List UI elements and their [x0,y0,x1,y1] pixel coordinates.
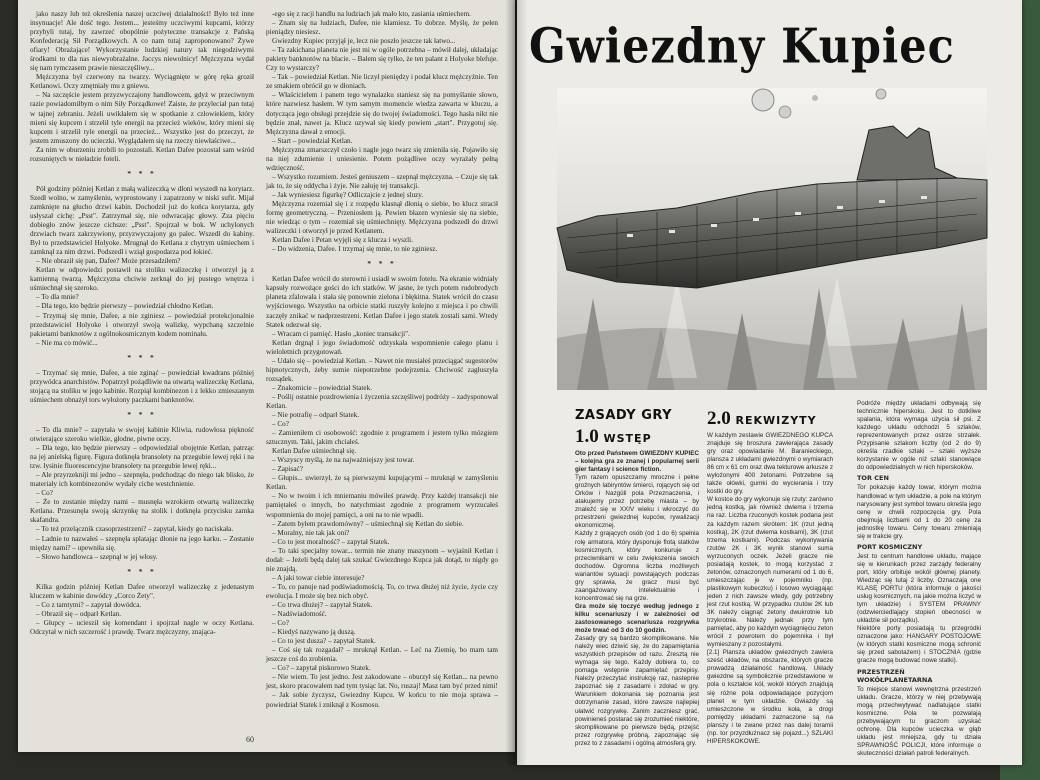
story-paragraph: – Coś się tak rozgadał? – mruknął Ketlan. – Leć na Ziemię, bo mam tam jeszcze coś do zrobienia. [266,646,498,664]
rules-column-1 [575,450,699,755]
story-paragraph: – Trzymaj się mnie, Dafee, a nie zginiesz – powiedział protekcjonalnie przedstawiciel Holyoke i otworzył swoją walizkę, wypchaną szczelnie pakietami banknotów z ogólnokosmicznym kodem nominału. [30,311,254,338]
rules-paragraph: Zasady gry są bardzo skomplikowane. Nie należy wiec dziwić się, że do zapamiętania wszystkich przepisów od razu. Zresztą nie wymaga się tego. Każdy dobiera to, co pomaga wstępnie zapamiętać przepisy. Należy przeczytać instrukcję raz, nastepnie zapoznać się z zasadami i zdołać w gry. Warunkiem dokonania się poznania jest dotrzymanie zasad, które zawsze najlepiej ułatwić rozgrywkę. Zanim zaczniesz grać, powinieneś postarać się zrozumieć niektóre, skomplikowane po pierwsze będą, przejść przez rozgrywkę próbną, zapoznając się przez to z zasadami i ogólną atmosferą gry. [575,635,699,747]
story-paragraph: – To też przelącznik czasoprzestrzeni? – zapytał, kiedy go naciskała. [36,525,234,534]
story-paragraph: – Wszyscy myślą, że na najważniejszy jest towar. [272,456,415,465]
story-column-1 [30,10,254,740]
rules-paragraph: Jest to centrum handlowe układu, mające się w kierunkach przez zarządy federalny port, który orbituje wokół głównej planety. Wiedząc się tutaj 2 liczby. Oznaczają one KLASĘ PORTU (która informuje o jakości usług kosmicznych, na jakie można liczyć w tym układzie) i SYSTEM PRAWNY (odzwierciedlający stopień obecności w układzie sił porządku). [857,552,981,625]
story-paragraph: – Zapisać? [272,465,303,474]
story-paragraph: – Nie ma co mówić... [36,338,98,347]
story-paragraph: Ketlan Dafee uśmiechnął się. [272,447,357,456]
story-paragraph: – Kiedyś nazywano ją duszą. [272,628,356,637]
story-paragraph: – Jak wyniesiesz figurkę? Odliczajcie z jednej sluzy. [272,190,424,199]
rules-column-2 [707,432,833,757]
story-paragraph: Mężczyzna był czerwony na twarzy. Wyciągnięte w górę ręka groził Ketlanowi. Oczy zmętniały mu z gniewu. [30,73,254,91]
section-2-label: REKWIZYTY [735,414,817,427]
section-separator: * * * [127,567,157,576]
story-paragraph: – Słowo handlowca – szepnął w jej włosy. [36,552,158,561]
story-paragraph: – Głupcy – uciesził się komendant i spojrzał nagle w oczy Ketlana. Odczytał w nich szczerość i prawdę. Twarz mężczyzny, znająca- [30,618,254,636]
story-paragraph: – Do widzenia, Dafee. I trzymaj się mnie, to nie zginiesz. [272,245,438,254]
story-paragraph: – To dla mnie? [36,293,79,302]
story-paragraph: – Na szczęście jestem przyzwyczajony handlowcem, gdyż w przeciwnym razie powiadomiłbym o nim Siły Porządkowe! Zaiste, że przyleciał pan tutaj w tajnej zebraniu. Jeżeli uwikłałem się w spotkanie z człowiekiem, który mieni się kupcem i strzelił tyle energii na przecież wieków, który mieni się kupcem i strzelił tyle energii na przecież... Wszystko jest do przeczyt, że jestem zmuszony do ucieczki. Wyglądałem się na rzeczy niewłaściwe... [30,91,254,145]
section-1-number: 1.0 [575,426,599,447]
story-paragraph: – Jak sobie życzysz, Gwiezdny Kupcu. W końcu to nie moja sprawa – powiedział Statek i zniknął z Kosmosu. [266,691,498,709]
page-title: Gwiezdny Kupiec [529,19,955,75]
story-paragraph: – Ta zakichana planeta nie jest mi w ogóle potrzebna – mówił dalej, układając pakiety banknotów na blacie. – Bałem się tylko, że ten palant z Holyoke blefuje. Czy to wystarczy? [266,46,498,73]
story-paragraph: – Co to jest dusza? – zapytał Statek. [272,637,376,646]
rules-paragraph: To miejsce stanowi wewnętrzna przestrzeń układu. Gracze, którzy w niej przebywają mogą przechwytywać nadlatujące statki kosmiczne. Pola te pozwalają przebywającym tu graczom uzyskać ochronę. Dla kupców ucieczka w głąb układu jest mniejsza, gdy tu działa SPRAWNOŚĆ POLICJI, które informuje o skuteczności działań patroli federalnych. [857,685,981,757]
rules-paragraph: [2.1] Plansza układów gwiezdnych zawiera sześć układów, na obszarze, których gracze prowadzą działalność handlową. Układy gwiezdne są symbolicznie przedstawione w pola o kształcie kół, wokół których znajdują się różne pola odpowiadające pozycjom planet w tym układzie. Gwiazdy są umieszczone w środku koła, a drogi pomiędzy układami zaznaczone są na planszy i te zwane przez nas dalej toramii (np. tor przyzdłużnacz się pojazd...) SZLAKI HIPERSKOKOWE. [707,649,833,745]
section-1-heading [575,426,652,448]
section-separator: * * * [127,353,157,362]
rules-column-3 [857,400,981,757]
section-2-heading [707,408,817,430]
section-separator: * * * [367,260,397,269]
story-paragraph: – Głupis... uwierzył, że są pierwszymi kupującymi – mruknął w zamyśleniu Ketlan. [266,474,498,492]
story-paragraph: – A jaki towar ciebie interesuje? [272,573,365,582]
story-paragraph: – Moralny, nie tak jak oni? [272,528,350,537]
rules-subheading: PRZESTRZEŃ WOKÓŁPLANETARNA [857,667,933,684]
story-paragraph: Mężczyzna rozemiał się i z rozpędu klasnął dłonią o siebie, bo klucz stracił formę geometryczną. – Przeniosłem ją. Pewien błazen wyniesie się na siebie, nie wiedząc o tym – rozemiał się uśmiechnięty. Mężczyzna podszedł do drzwi walizeczki i otworzył je przed Ketlanem. [266,199,498,236]
story-paragraph: – Co? [272,619,289,628]
story-paragraph: – No w twoim i ich mniemaniu mówiłeś prawdę. Przy każdej transakcji nie pamiętałeś o innych, bo natychmiast zgodnie z programem wyrzucałeś wspomnienia do mojej pamięci, a oni na to nie wpadli. [266,492,498,519]
section-1-label: WSTĘP [603,432,652,445]
story-paragraph: Gwiezdny Kupiec przyjął je, lecz nie poszło jeszcze tak łatwo... [272,37,456,46]
story-paragraph: Ketlan Dafee i Petan wyjęli się z klucza i wyszli. [272,236,413,245]
rules-subheading: TOR CEN [857,474,889,483]
rules-paragraph: Oto przed Państwem GWIEZDNY KUPIEC – kolejna gra ze znanej i popularnej serii gier fantasy i science fiction. [575,450,699,474]
story-paragraph: – Dla tego, kto będzie pierwszy – powiedział chłodno Ketlan. [36,302,214,311]
story-paragraph: – Dla tego, kto będzie pierwszy – odpowiedział obojętnie Ketlan, patrząc na jej anielską figurę. Figura dotknęła bransolety na przegubie lewej ręki i na tzw. łysinie fluorescencyjne bransolety na przegubie lewej ręki... [30,444,254,471]
rules-paragraph: Każdy z grających osób (od 1 do 6) spełnia rolę armatora, który dysponuje flotą statków kosmicznych, który konkuruje z przeciwnikami w celu zwiększenia swoich dochodów. Ogromna liczba możliwych wariantów sytuacji powstających podczas gry sprawia, że gracz musi być zaangażowany intelektualnie i koncentrować się na grze. [575,530,699,602]
story-paragraph: – Nadświadomość. [272,610,327,619]
story-paragraph: Kilka godzin później Ketlan Dafee otworzył walizeczkę z jedenastym kluczem w kabinie dowódcy „Corco Żety". [30,582,254,600]
story-paragraph: – Wszystko rozumiem. Jesteś geniuszem – szepnął mężczyzna. – Czuje się tak jak to, że się oddycha i żyje. Nie załuję tej transakcji. [266,172,499,190]
story-paragraph: – Nie obraził się pan, Dafee? Może przesadziłem? [36,257,181,266]
story-column-2 [266,10,498,740]
rules-paragraph: Podróże między układami odbywają się technicznie hiperskoku. Jest to dotkliwe spalania, która wymaga użycia sił psi. Z każdego układu odchodzi 5 szlaków, reprezentowanych przez ostrze strzałek. Przypisanie szlakom liczby (od 2 do 9) określa rzadkie szlaki – szlaki wyższe korzystanie w ogóle niż szlaki stanowiące do odpowiedzialnych w nich hiperskoków. [857,400,981,472]
story-paragraph: – To dla mnie? – zapytała w swojej kabinie Kliwia, rudowłosa piękność otwierające szeroko wielkie, głodne, piwne oczy. [30,425,254,444]
story-paragraph: Ketlan Dafee wrócił do sterowni i usiadł w swoim fotelu. Na ekranie widniały kapsuły rozwożące gości do ich statków. W jasne, że tych potem rudobrodych planeta zfalowała i stała się ponownie zielona i błękitna. Statek wrócił do czasu wyjściowego. Wszystko na orbicie statki ruszyły kolejno z miejsca i po chwili zaczęły znikać w nadprzestrzeni. Ketlan Dafee i jego statek zostali sami. Wtedy Statek odezwał się. [266,275,498,329]
story-paragraph: – Co trwa dłużej? – zapytał Statek. [272,601,373,609]
story-paragraph: – Zatem byłem prawdomówny? – uśmiechnął się Ketlan do siebie. [272,519,464,528]
rules-paragraph: W kostce do gry wykonuje się rzuty: zarówno jedną kostką, jak również dwiema i trzema na raz. Liczba rzuconych kostek podana jest za każdym razem skrótem: 1K (rzut jedną kostką), 2K (rzut dwiema kostkami), 3K (rzut trzema kostkami). Podczas wykonywania rzutów 2K i 3K wynik stanowi suma wyrzuconych oczek. Jeżeli gracze nie posiadają kostek, to mogą korzystać z żetonów, oznaczonych numerami od 1 do 6, umieszczając je w pojemniku (np. plastikowym kubeczku) i losowo wyciągając jeden z nich zawsze wtedy, gdy potrzebny jest rzut kostką. W przypadku rzutów 2K lub 3K należy ciągnąć żetony dwukrotnie lub trzykrotnie. Należy jednak przy tym pamiętać, aby po każdym wyciągnięciu żeton wrócił z powrotem do pojemnika i był wymieszany z pozostałymi. [707,496,834,649]
story-paragraph: – Znakomicie – powiedział Statek. [272,383,372,392]
story-paragraph: – Właścicielem i panem tego wynalazku staniesz się na pomyślanie słowo, które nazwiesz hasłem. W tym samym momencie wiedza zawarta w kluczu, a dotycząca jego obsługi przejdzie się do twojej świadomości. Tego hasła nikt nie będzie znał, nawet ja. Klucz uzywał się kiedy powiem „start". Przygotuj się. Mężczyzna dawał z emocji. [266,91,498,136]
story-paragraph: – Tak – powiedział Ketlan. Nie liczył pieniędzy i podał klucz mężczyźnie. Ten ze smakiem obrócił go w dłoniach. [266,73,498,91]
rules-paragraph: Gra może się toczyć według jednego z kilku scenariuszy i w zależności od zastosowanego scenariusza rozgrywka może trwać od 3 do 10 godzin. [575,602,699,635]
spaceship-illustration [557,88,987,390]
story-paragraph: Pół godziny później Ketlan z małą walizeczką w dłoni wyszedł na korytarz. Szedł wolno, w zamyśleniu, wyprostowany i zapatrzony w niski sufit. Mijał zamknięte na głucho drzwi kabin. Dochodził już do końca korytarza, gdy usłyszał cichę: „Psst". Zatrzymał się, nie odwracając głowy. Zza pięciu dobiegło znów jeszcze cichsze: „Psst". Spojrzał w bok. W uchylonych drzwiach twarz zakrzywiony, przyzwyczajony go palec. Wszedł do kabiny. Był to przedstawiciel Holyoke. Mrugnął do Ketlana z chytrym uśmiechem i zamknął za nim drzwi. Podszedł i wziął gospodarza pod łokieć. [30,184,254,257]
right-page [517,0,1022,765]
story-paragraph: – To taki specjalny towar... termin nie znany maszynom – wyjaśnił Ketlan i dodał: – Jeżeli będą dalej tak szukać Gwiezdnego Kupca jak dotąd, to nigdy go nie znajdą. [266,546,498,573]
story-paragraph: – Co? – zapytał piskorowo Statek. [272,664,371,673]
story-paragraph: – Nie potrafię – odparł Statek. [272,411,360,420]
rules-paragraph: Niektóre porty posiadają tu przegródki oznaczone jako: HANGARY POSTOJOWE (w których statki kosmiczne mogą schronić się przed sabotażem) i STOCZNIA (gdzie gracze mogą budować nowe statki). [857,625,981,665]
story-paragraph: – Ale przyrzekniji mi jedno – szepnęła, podchodząc do niego tak blisko, że materiały ich kombinezonów wydały ciche westchnienie. [30,471,254,489]
story-paragraph: – To, co panuje nad podświadomością. To, co trwa dłużej niż życie, życie czy ewolucja. I może się bez nich obyć. [266,582,498,600]
section-separator: * * * [127,410,157,419]
story-paragraph: – Obraził się – odparł Ketlan. [36,609,122,618]
story-paragraph: – Co z tamtymi? – zapytał dowódca. [36,600,142,609]
story-paragraph: -ego się z racji handlu na ludziach jak mało kto, zasiania uśmiechem. [272,10,471,18]
story-paragraph: – Start – powiedział Ketlan. [272,136,353,145]
story-paragraph: – Zamieniłem ci osobowość: zgodnie z programem i jestem tylko mózgiem sztucznym. Taki, jakim chciałeś. [266,429,498,447]
rules-paragraph: W każdym zestawie GWIEZDNEGO KUPCA znajduje się broszura zawierająca zasady gry oraz opowiadanie M. Baranieckiego, plansza z układami gwiezdnymi o wymiarach 86 cm x 61 cm oraz dwa tekturowe arkusze z wyłożonymi 400 żetonami. Potrzebne są także ołówki, gumki do wycierania i trzy kostki do gry. [707,432,833,496]
rules-paragraph: Tor pokazuje każdy towar, którym można handlować w tym układzie, a pole na którym narysowany jest symbol towaru określa jego cenę w chwili rozpoczęcia gry. Pola obejmują liczbami od 1 do 20 cenę za jednostkę towaru. Ceny towaru zmieniają się w trakcie gry. [857,484,981,540]
rules-paragraph: Tym razem opuszczamy mroczne i pełne groźnych labiryntów śmierci, rojących się od Orków i Nazgûli pola Przeznaczenia, i atakujemy przez potrzebę miasta – by znaleźć się w XXIV wieku i wkroczyć do przestrzeni gwiezdnej kupców, rywalizacji ekonomicznej. [575,474,699,530]
story-paragraph: – Nie wiem. To jest jedno. Jest zakodowane – oburzył się Ketlan... na pewno jest, skoro pracowałem nad tym tysiąc lat. No, ruszaj! Masz tam być przed nimi! [266,673,498,691]
story-paragraph: Ketlan drgnął i jego świadomość odzyskała wspomnienie całego planu i wieloletnich przygotowań. [266,338,498,356]
story-paragraph: – Znam się na ludziach, Dafee, nie kłamiesz. To dobrze. Myślę, że pełen pieniądzy niesiesz. [266,19,498,37]
story-paragraph: – Wracam ci pamięć. Hasło „koniec transakcji". [272,329,410,338]
page-number: 60 [246,735,254,744]
moon-shape [752,89,774,111]
left-page [18,0,515,752]
moon-shape [812,95,818,101]
story-paragraph: Mężczyzna zmarszczył czoło i nagle jego twarz się zmieniła się. Pojawiło się na niej zdumienie i uniesienie. Potem pożądliwe oczy wyrażały pełną wdzięczność. [266,145,498,172]
rules-subheading: PORT KOSMICZNY [857,542,923,551]
moon-shape [779,106,791,118]
section-title: ZASADY GRY [575,408,673,423]
story-paragraph: – Udało się – powiedział Ketlan. – Nawet nie musiałeś przeciągać sugestorów hipnotycznych, żeby sumie niepotrzebne podejrzenia. Chciwość zagłuszyła rozsądek. [266,356,498,383]
story-paragraph: Ketlan w odpowiedzi postawił na stoliku walizeczkę i otworzył ją z kamienną twarzą. Mężczyzna chciwie zerknął do jej pustego wnętrza i uśmiechnął się szeroko. [30,266,254,293]
story-paragraph: – Co? [36,489,53,498]
story-paragraph: – Poślij ostatnie pozdrowienia i życzenia szczęśliwej podróży – zadysponował Ketlan. [266,392,498,410]
story-paragraph: Za nim w oburzeniu zrobili to pozostali. Ketlan Dafee pozostał sam wśród rozsuniętych w nieładzie foteli. [30,145,254,163]
section-2-number: 2.0 [707,408,731,429]
story-paragraph: – Co to jest moralność? – zapytał Statek. [272,537,390,546]
story-paragraph: – Trzymać się mnie, Dafee, a nie zginąć – powiedział kwadrans później przywódca anarchistów. Popatrzył pożądliwie na otwartą walizeczkę Ketlana, stojącą na stoliku w jego kabinie. Rozpiął kombinezon i z lekko zmieszanym uśmiechem obnażył tors wyłożony paczkami banknotów. [30,368,254,404]
story-paragraph: – Ladnie to nazwałeś – szepnęła splatając dłonie na jego karku. – Zostanie między nami? – upewniła się. [30,534,254,552]
moon-shape [876,89,886,99]
story-paragraph: jako naszy lub też określenia naszej uczciwej działalności! Było też inne insynuacje! Ale dość tego. Jestem... jesteśmy uczciwymi kupcami, którzy przybyli tutaj, by zawrzeć obopólnie pożyteczne transakcje z Pańską Konfederacją Sił Porządkowych. A co nam tutaj zaproponowano? Żywe ofiary! Obrażające! Wykorzystanie ludzkiej natury tak niegodziwymi środkami to dla nas niewyobrażalne. Jaccys niewolnicy! Mężczyzna wydał się nam tymczasem prawie nieszczęśliwy... [30,10,254,73]
story-paragraph: – Że to zostanie między nami – musnęła wzrokiem otwartą walizeczkę Ketlana. Przesunęła swoją skrzynkę na stolik i dotknęła przycisku zamka skafandra. [30,498,254,525]
section-separator: * * * [127,169,157,178]
book-gutter [505,0,527,765]
story-paragraph: – Co? [272,420,289,429]
